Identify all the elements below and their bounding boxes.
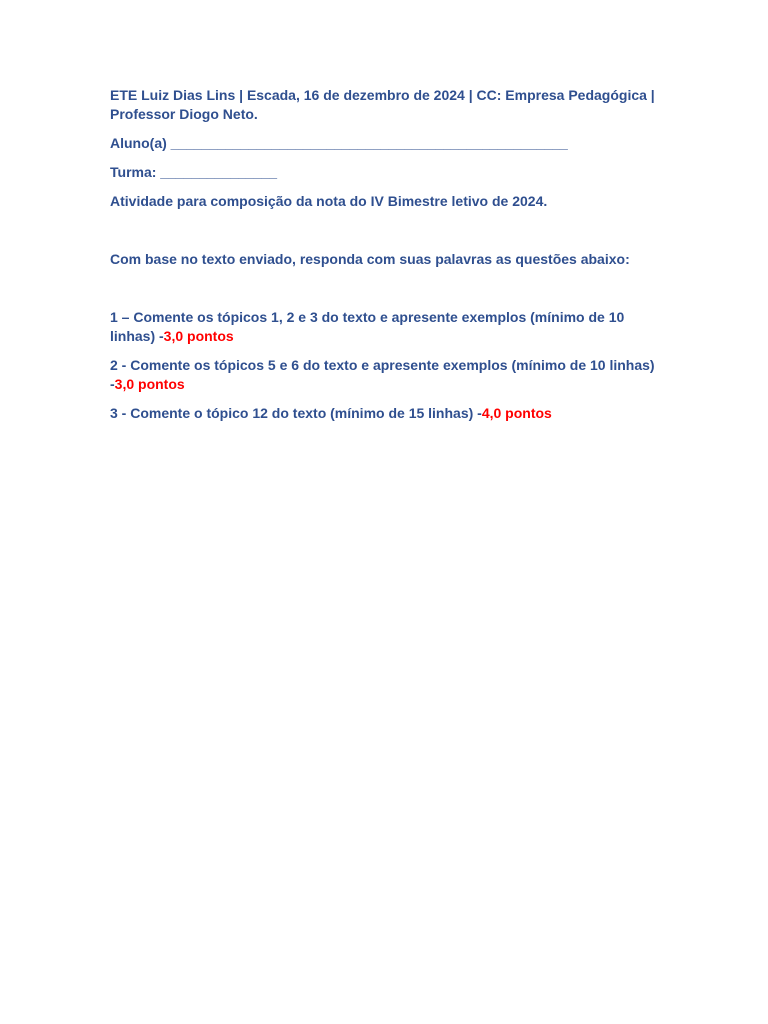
class-field: Turma: _______________ — [110, 164, 278, 180]
question-3-text: 3 - Comente o tópico 12 do texto (mínimo de 15 linhas) - — [110, 405, 482, 421]
instruction-text: Com base no texto enviado, responda com suas palavras as questões abaixo: — [110, 251, 630, 267]
spacer — [110, 279, 670, 308]
activity-description: Atividade para composição da nota do IV Bimestre letivo de 2024. — [110, 193, 548, 209]
spacer — [110, 221, 670, 250]
question-2-points: 3,0 pontos — [114, 376, 185, 392]
header-line-2: Professor Diogo Neto. — [110, 106, 258, 122]
question-1-points: 3,0 pontos — [163, 328, 234, 344]
question-2-text: 2 - Comente os tópicos 5 e 6 do texto e apresente exemplos (mínimo de 10 linhas) - — [110, 357, 655, 392]
document-content — [110, 86, 670, 433]
student-name-field: Aluno(a) ___________________________________________________ — [110, 135, 568, 151]
question-3-points: 4,0 pontos — [481, 405, 552, 421]
question-1-text: 1 – Comente os tópicos 1, 2 e 3 do texto e apresente exemplos (mínimo de 10 linhas) - — [110, 309, 625, 344]
header-block — [110, 86, 670, 124]
header-line-1: ETE Luiz Dias Lins | Escada, 16 de dezembro de 2024 | CC: Empresa Pedagógica | — [110, 87, 655, 103]
question-1 — [110, 308, 670, 346]
question-2 — [110, 356, 670, 394]
question-3 — [110, 404, 670, 423]
